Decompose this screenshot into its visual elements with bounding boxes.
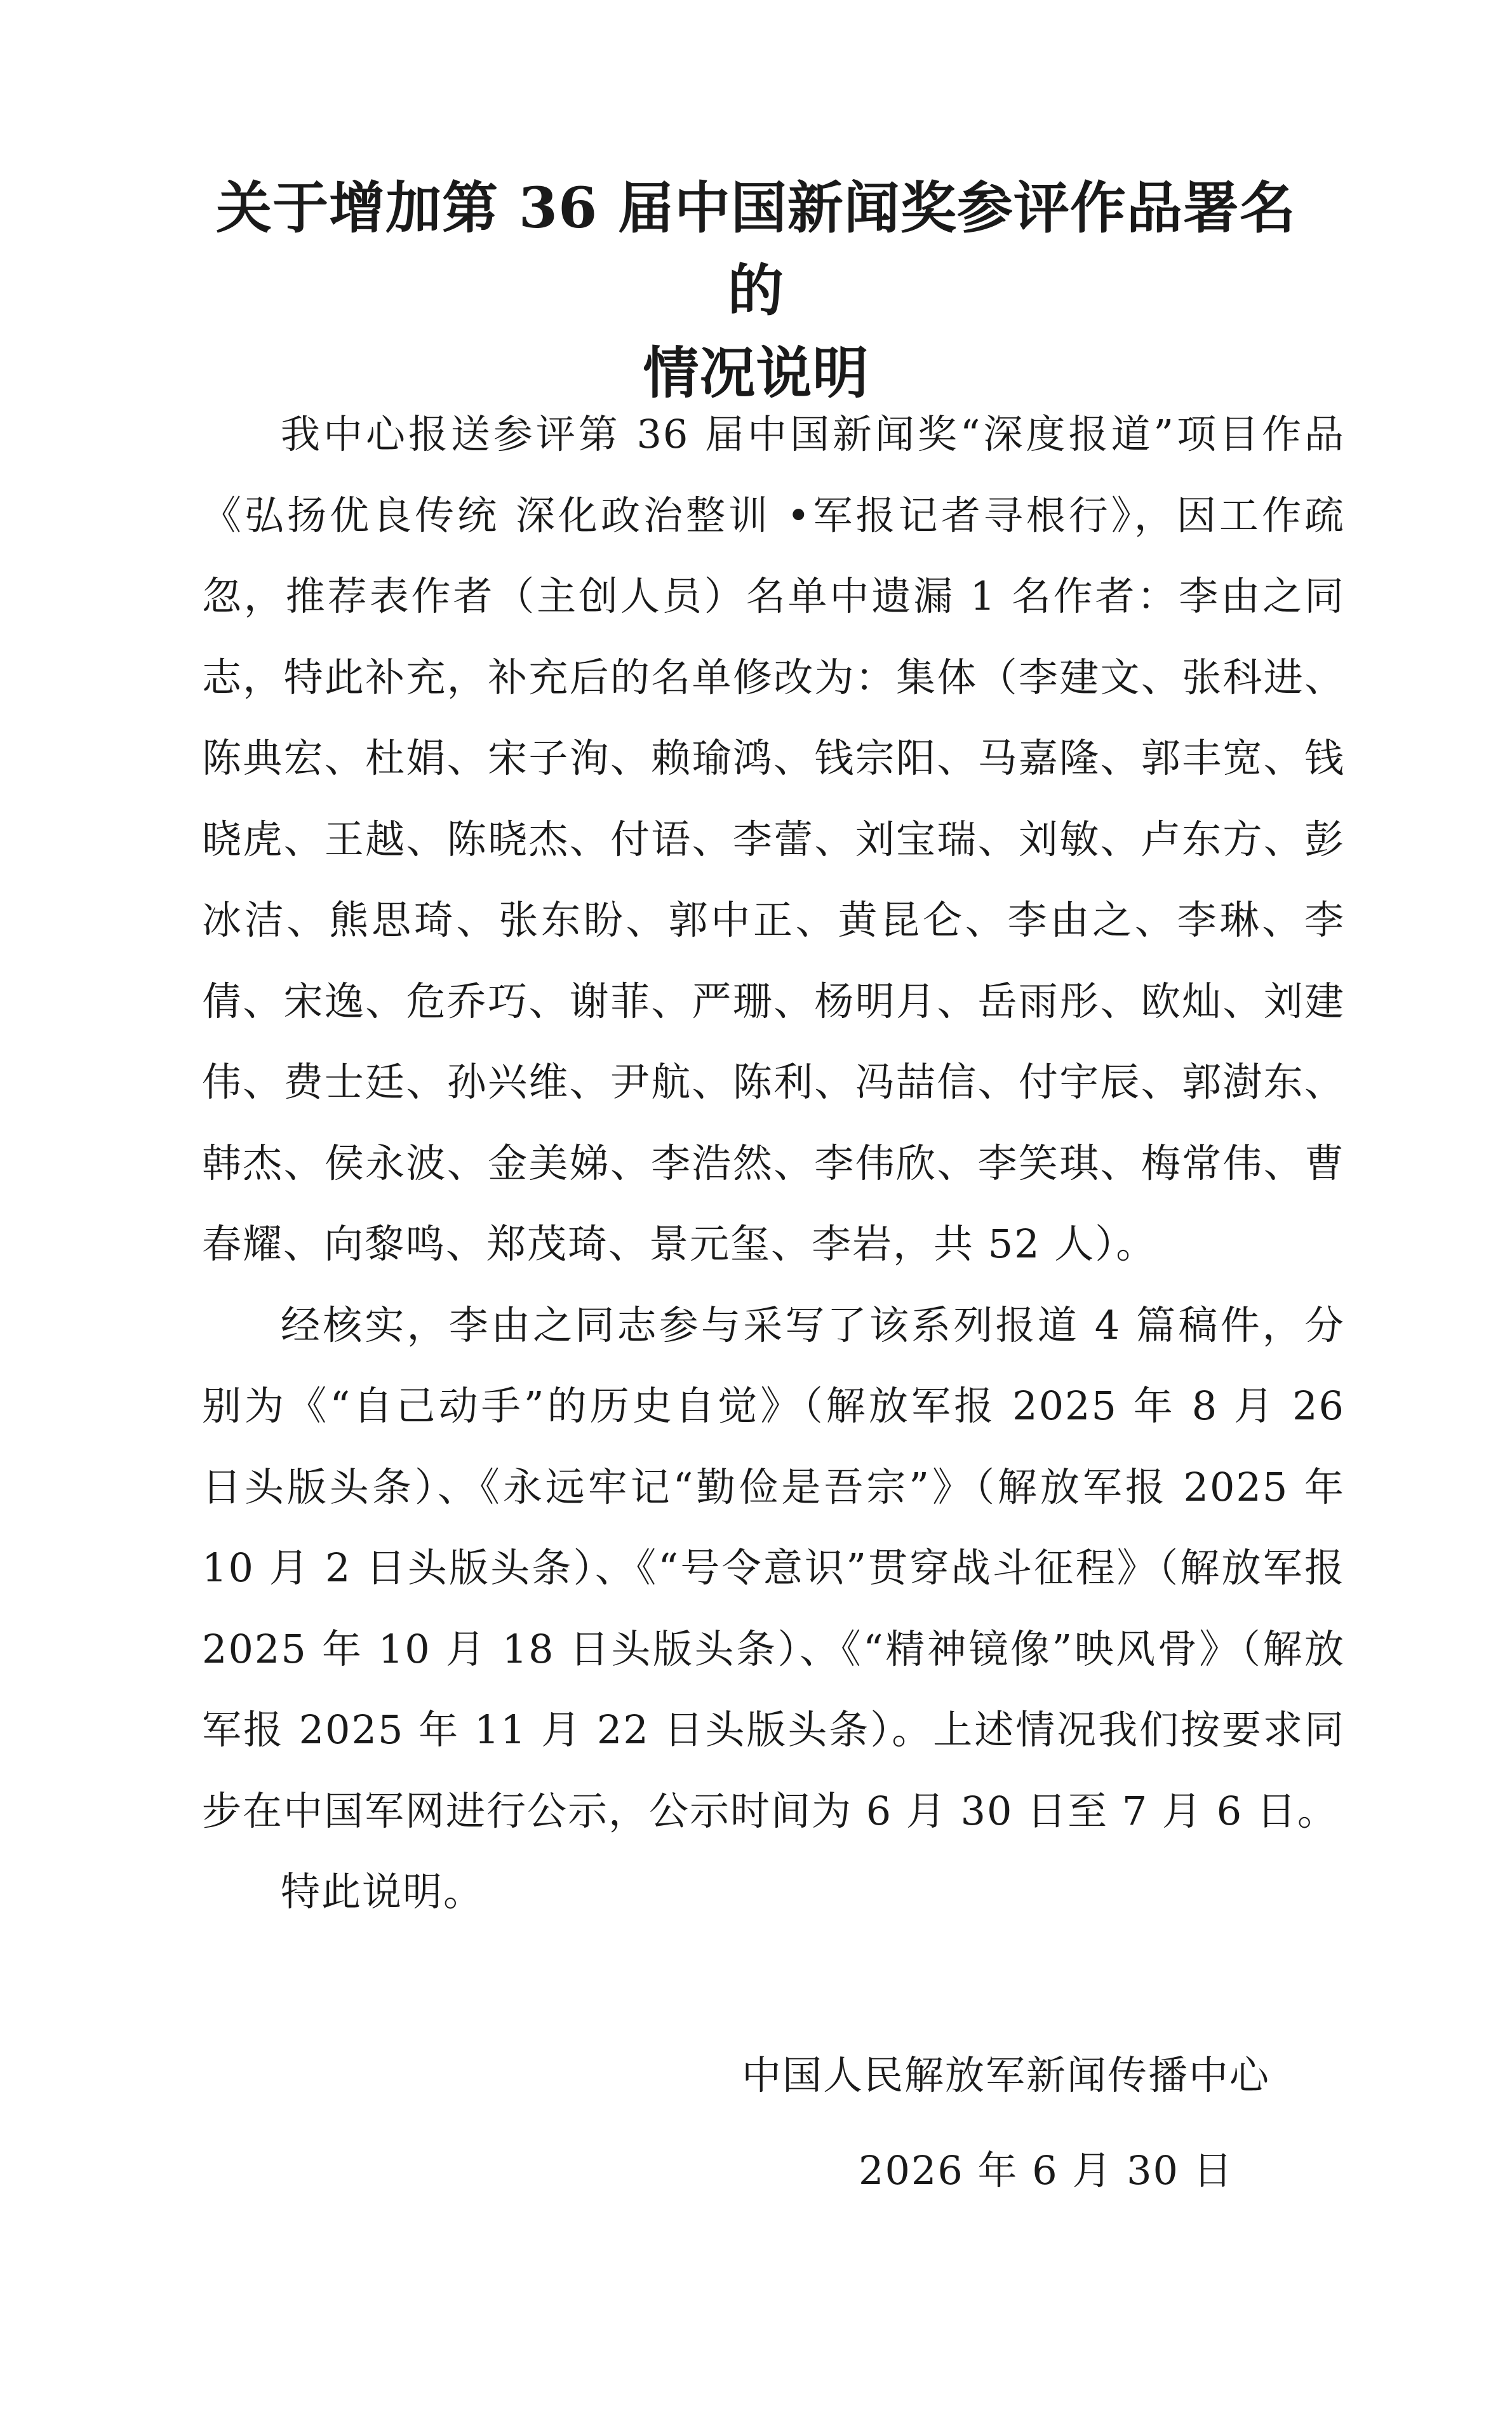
paragraph-3: 特此说明。 xyxy=(281,1868,485,1915)
title-line-2: 情况说明 xyxy=(643,340,869,406)
title-line-1: 关于增加第 36 届中国新闻奖参评作品署名的 xyxy=(216,175,1296,323)
document-body xyxy=(202,394,1345,1933)
signature-organization: 中国人民解放军新闻传播中心 xyxy=(742,2052,1271,2098)
document-title xyxy=(191,166,1321,414)
paragraph-1: 我中心报送参评第 36 届中国新闻奖“深度报道”项目作品《弘扬优良传统 深化政治整训 •军报记者寻根行》，因工作疏忽，推荐表作者（主创人员）名单中遗漏 1 名作者：李由之同志，特此补充，补充后的名单修改为：集体（李建文、张科进、陈典宏、杜娟、宋子洵、赖瑜鸿、钱宗阳、马嘉隆、郭丰宽、钱晓虎、王越、陈晓杰、付语、李蕾、刘宝瑞、刘敏、卢东方、彭冰洁、熊思琦、张东盼、郭中正、黄昆仑、李由之、李琳、李倩、宋逸、危乔巧、谢菲、严珊、杨明月、岳雨彤、欧灿、刘建伟、费士廷、孙兴维、尹航、陈利、冯喆信、付宇辰、郭澍东、韩杰、侯永波、金美娣、李浩然、李伟欣、李笑琪、梅常伟、曹春耀、向黎鸣、郑茂琦、景元玺、李岩，共 52 人）。 xyxy=(202,411,1345,1267)
paragraph-2: 经核实，李由之同志参与采写了该系列报道 4 篇稿件，分别为《“自己动手”的历史自觉》（解放军报 2025 年 8 月 26 日头版头条）、《永远牢记“勤俭是吾宗”》（解放军报 2025 年 10 月 2 日头版头条）、《“号令意识”贯穿战斗征程》（解放军报 2025 年 10 月 18 日头版头条）、《“精神镜像”映风骨》（解放军报 2025 年 11 月 22 日头版头条）。上述情况我们按要求同步在中国军网进行公示，公示时间为 6 月 30 日至 7 月 6 日。 xyxy=(202,1301,1345,1834)
signature-date: 2026 年 6 月 30 日 xyxy=(859,2147,1234,2194)
